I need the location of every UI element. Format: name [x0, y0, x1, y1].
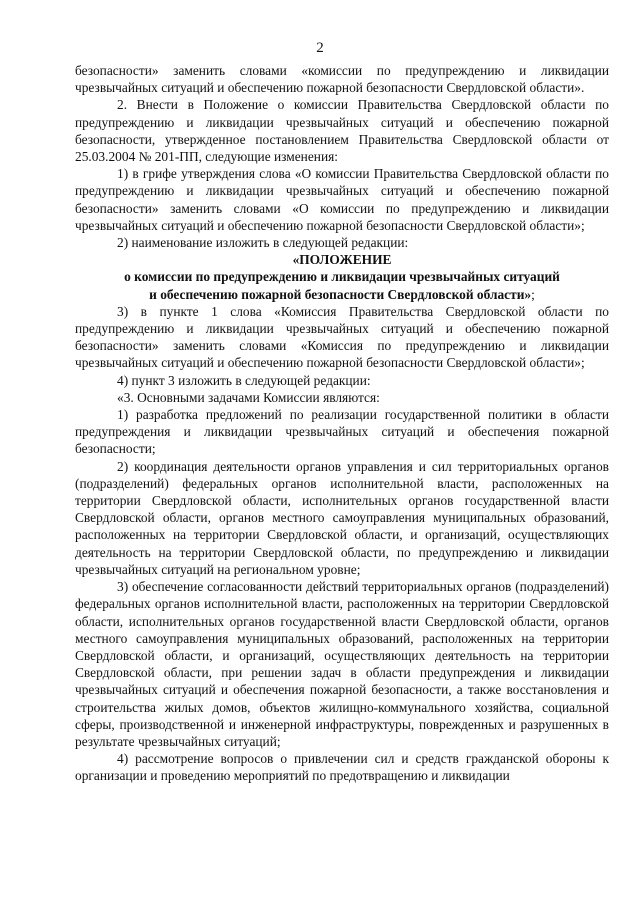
title-heading: «ПОЛОЖЕНИЕ	[292, 252, 392, 268]
paragraph-subitem-2: 2) наименование изложить в следующей редакции:	[117, 235, 409, 251]
paragraph-continuation: безопасности» заменить словами «комиссии по предупреждению и ликвидации чрезвычайных ситуаций и обеспечению пожарной безопасности Свердловской области».	[75, 63, 609, 96]
title-subtitle-2: и обеспечению пожарной безопасности Свердловской области»	[149, 286, 532, 302]
paragraph-task-2: 2) координация деятельности органов управления и сил территориальных органов (подразделений) федеральных органов исполнительной власти, расположенных на территории Свердловской области, исполнительных органов государственной власти Свердловской области, органов местного самоуправления муниципальных образований, расположенных на территории Свердловской области, и организаций, осуществляющих деятельность на территории Свердловской области, по предупреждению и ликвидации чрезвычайных ситуаций на региональном уровне;	[75, 458, 609, 577]
title-subtitle-1: о комиссии по предупреждению и ликвидации чрезвычайных ситуаций	[124, 269, 560, 285]
paragraph-task-4: 4) рассмотрение вопросов о привлечении сил и средств гражданской обороны к организации и проведению мероприятий по предотвращению и ликвидации	[75, 751, 609, 784]
page-number: 2	[316, 40, 324, 56]
document-body	[75, 62, 609, 785]
paragraph-item-2: 2. Внести в Положение о комиссии Правительства Свердловской области по предупреждению и ликвидации чрезвычайных ситуаций и обеспечению пожарной безопасности, утвержденное постановлением Правительства Свердловской области от 25.03.2004 № 201-ПП, следующие изменения:	[75, 97, 609, 165]
paragraph-task-1: 1) разработка предложений по реализации государственной политики в области предупреждения и ликвидации чрезвычайных ситуаций и обеспечения пожарной безопасности;	[75, 407, 609, 457]
paragraph-subitem-1: 1) в грифе утверждения слова «О комиссии Правительства Свердловской области по предупреждению и ликвидации чрезвычайных ситуаций и обеспечению пожарной безопасности» заменить словами «О комиссии по предупреждению и ликвидации чрезвычайных ситуаций и обеспечению пожарной безопасности Свердловской области»;	[75, 166, 609, 233]
section-title-line-1	[75, 251, 609, 268]
paragraph-clause-3: «3. Основными задачами Комиссии являются:	[117, 389, 380, 405]
paragraph-task-3: 3) обеспечение согласованности действий территориальных органов (подразделений) федеральных органов исполнительной власти, расположенных на территории Свердловской области, исполнительных органов государственной власти Свердловской области, органов местного самоуправления муниципальных образований, расположенных на территории Свердловской области, и организаций, осуществляющих деятельность на территории Свердловской области, при решении задач в области предупреждения и ликвидации чрезвычайных ситуаций и обеспечения пожарной безопасности, а также восстановления и строительства жилых домов, объектов жилищно-коммунального хозяйства, социальной сферы, производственной и инженерной инфраструктуры, поврежденных и разрушенных в результате чрезвычайных ситуаций;	[75, 579, 609, 749]
paragraph-subitem-3: 3) в пункте 1 слова «Комиссия Правительства Свердловской области по предупреждению и ликвидации чрезвычайных ситуаций и обеспечению пожарной безопасности» заменить словами «Комиссия по предупреждению и ликвидации чрезвычайных ситуаций и обеспечению пожарной безопасности Свердловской области»;	[75, 303, 609, 371]
paragraph-subitem-4: 4) пункт 3 изложить в следующей редакции:	[117, 372, 371, 388]
title-suffix: ;	[531, 286, 535, 302]
section-title-line-3	[75, 286, 609, 303]
section-title-line-2	[75, 268, 609, 285]
